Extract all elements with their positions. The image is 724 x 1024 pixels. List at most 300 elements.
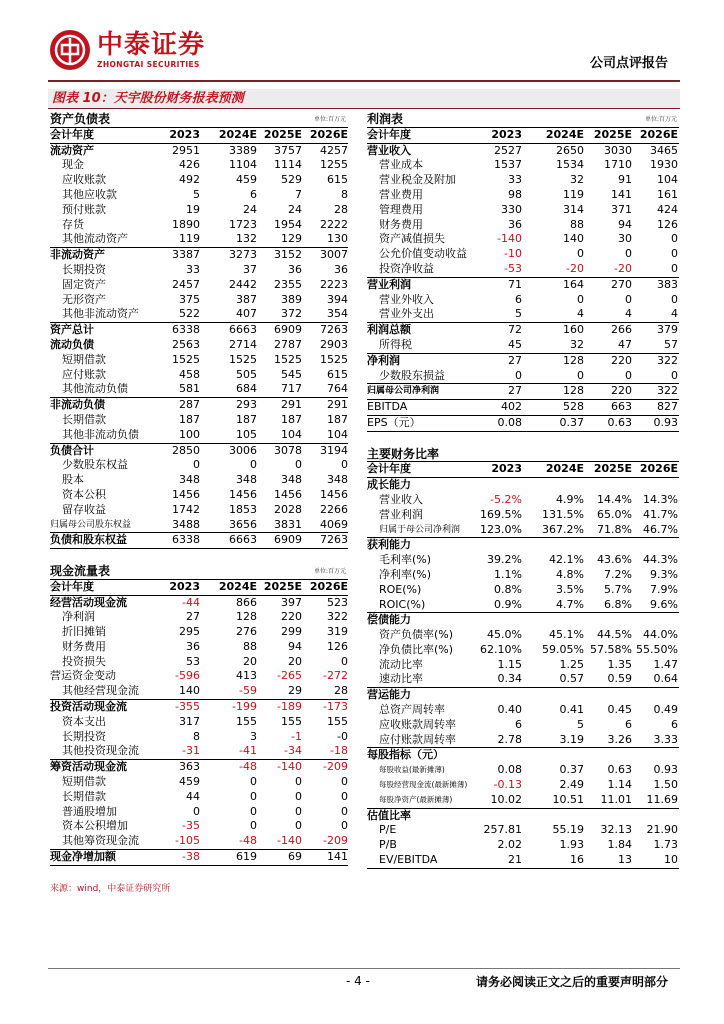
- balance_sheet-cell: 19: [186, 202, 200, 216]
- balance_sheet-row-label: 预付账款: [62, 202, 106, 216]
- income_statement-cell: 4: [671, 307, 678, 321]
- balance_sheet-cell: 1890: [172, 217, 200, 231]
- cash_flow-row-label: 经营活动现金流: [50, 595, 127, 609]
- balance_sheet-cell: 24: [288, 202, 302, 216]
- ratios-header-cell: 2024E: [545, 462, 584, 476]
- ratios-cell: 43.6%: [597, 553, 632, 567]
- balance_sheet-row: [50, 353, 348, 368]
- balance_sheet-row-label: 应付账款: [62, 367, 106, 381]
- income_statement-row-label: 营业费用: [379, 187, 423, 201]
- ratios-row: [367, 538, 679, 553]
- income_statement-cell: 88: [570, 217, 584, 231]
- cash_flow-row-label: 长期投资: [62, 729, 106, 743]
- income_statement-row-label: 所得税: [379, 337, 412, 351]
- cash_flow-cell: 0: [341, 804, 348, 818]
- income_statement-cell: 104: [657, 173, 678, 187]
- income_statement-cell: -140: [497, 232, 522, 246]
- income_statement-row: [367, 173, 679, 188]
- balance_sheet-cell: 2563: [172, 337, 200, 351]
- ratios-row-label: 速动比率: [379, 672, 423, 686]
- balance_sheet-row-label: 固定资产: [62, 277, 106, 291]
- cash_flow-cell: 155: [281, 714, 302, 728]
- left-panel: [50, 112, 348, 866]
- income_statement-row: [367, 262, 679, 278]
- cash_flow-row-label: 净利润: [62, 610, 95, 624]
- ratios-row-label: 每股经营现金流(最新摊薄): [379, 780, 468, 790]
- balance_sheet-cell: 3273: [229, 248, 257, 262]
- ratios-row: [367, 613, 679, 628]
- ratios-cell: 10.51: [552, 792, 584, 806]
- cash_flow-row: [50, 684, 348, 700]
- ratios-row: [367, 703, 679, 718]
- ratios-row: [367, 809, 679, 824]
- balance_sheet-row-label: 负债合计: [50, 443, 94, 457]
- page-number: - 4 -: [346, 974, 370, 988]
- balance_sheet-cell: 33: [186, 262, 200, 276]
- balance_sheet-row: [50, 533, 348, 549]
- balance_sheet-cell: 3006: [229, 443, 257, 457]
- balance_sheet-cell: 1456: [320, 487, 348, 501]
- balance_sheet-cell: 394: [327, 292, 348, 306]
- cash_flow-cell: 8: [193, 729, 200, 743]
- ratios-row-label: 每股净资产(最新摊薄): [379, 794, 453, 804]
- ratios-row: [367, 493, 679, 508]
- cash_flow-cell: 29: [288, 684, 302, 698]
- income_statement-cell: 3030: [604, 143, 632, 157]
- balance_sheet-row-label: 少数股东权益: [62, 458, 128, 472]
- income_statement-cell: 0.08: [497, 415, 522, 429]
- balance_sheet-cell: 291: [281, 398, 302, 412]
- cash_flow-cell: -272: [323, 669, 348, 683]
- ratios-row-label: 成长能力: [367, 478, 411, 492]
- balance_sheet-row-label: 非流动负债: [50, 398, 105, 412]
- cash_flow-header-cell: 2024E: [218, 579, 257, 593]
- ratios-cell: 45.0%: [487, 628, 522, 642]
- ratios-cell: 5.7%: [604, 582, 632, 596]
- income_statement-header-cell: 2024E: [545, 127, 584, 141]
- cash_flow-cell: 413: [236, 669, 257, 683]
- ratios-cell: 7.2%: [604, 567, 632, 581]
- balance_sheet-cell: 287: [179, 398, 200, 412]
- cash_flow-header-cell: 2026E: [309, 579, 348, 593]
- ratios-cell: 0.41: [559, 703, 584, 717]
- ratios-cell: 1.35: [607, 657, 632, 671]
- cash_flow-row-label: 财务费用: [62, 639, 106, 653]
- ratios-row-label: 流动比率: [379, 657, 423, 671]
- cash_flow-row: [50, 625, 348, 640]
- balance_sheet-cell: 1525: [229, 352, 257, 366]
- balance_sheet-header-cell: 2025E: [263, 127, 302, 141]
- income_statement-cell: 0: [671, 261, 678, 275]
- cash_flow-cell: 0: [341, 819, 348, 833]
- cash_flow-cell: -18: [330, 744, 348, 758]
- cash_flow-row: [50, 715, 348, 730]
- ratios-row: [367, 658, 679, 673]
- ratios-row: [367, 583, 679, 598]
- balance_sheet-cell: 2951: [172, 143, 200, 157]
- balance_sheet-row-label: 长期投资: [62, 262, 106, 276]
- balance_sheet-row-label: 其他流动资产: [62, 232, 128, 246]
- balance_sheet-cell: 2457: [172, 277, 200, 291]
- cash_flow-cell: -105: [175, 834, 200, 848]
- cash_flow-title: 现金流量表: [50, 563, 111, 578]
- cash_flow-cell: 128: [236, 610, 257, 624]
- ratios-row: [367, 733, 679, 749]
- ratios-cell: 5: [577, 717, 584, 731]
- ratios-row: [367, 553, 679, 568]
- cash_flow-row: [50, 655, 348, 670]
- balance_sheet-row-label: 非流动资产: [50, 248, 105, 262]
- ratios-row-label: 获利能力: [367, 538, 411, 552]
- income_statement-row: [367, 278, 679, 293]
- balance_sheet-cell: 372: [281, 307, 302, 321]
- balance_sheet-row: [50, 158, 348, 173]
- ratios-cell: 21.90: [646, 823, 678, 837]
- ratios-cell: 257.81: [483, 823, 522, 837]
- cash_flow-cell: 69: [288, 850, 302, 864]
- balance_sheet-cell: 459: [236, 173, 257, 187]
- balance_sheet-row-label: 应收账款: [62, 173, 106, 187]
- income_statement-cell: 2650: [556, 143, 584, 157]
- ratios-row: [367, 838, 679, 853]
- ratios-cell: 6: [515, 717, 522, 731]
- ratios-cell: 0.49: [653, 703, 678, 717]
- balance_sheet-row-label: 短期借款: [62, 352, 106, 366]
- ratios-cell: 3.33: [653, 732, 678, 746]
- ratios-cell: 55.50%: [636, 642, 678, 656]
- income_statement-row-label: 净利润: [367, 353, 400, 367]
- ratios-row-label: 应收账款周转率: [379, 717, 456, 731]
- ratios-cell: -5.2%: [490, 492, 522, 506]
- income_statement-row: [367, 293, 679, 308]
- cash_flow-cell: 317: [179, 714, 200, 728]
- cash_flow-cell: 0: [295, 804, 302, 818]
- balance_sheet-row: [50, 293, 348, 308]
- ratios-cell: 44.5%: [597, 628, 632, 642]
- balance_sheet-row-label: 其他非流动资产: [62, 307, 139, 321]
- cash_flow-cell: 140: [179, 684, 200, 698]
- cash_flow-row: [50, 700, 348, 715]
- income_statement-cell: 220: [611, 384, 632, 398]
- income_statement-row-label: 公允价值变动收益: [379, 247, 467, 261]
- footer-divider: [48, 968, 680, 969]
- cash_flow-row-label: 资本公积增加: [62, 819, 128, 833]
- balance_sheet-cell: 6338: [172, 533, 200, 547]
- company-logo-icon: [50, 30, 90, 70]
- ratios-cell: 41.7%: [643, 507, 678, 521]
- income_statement-cell: 402: [501, 400, 522, 414]
- spacer: [50, 549, 348, 564]
- figure-title-divider: [48, 108, 680, 109]
- cash_flow-cell: -31: [182, 744, 200, 758]
- cash_flow-cell: 3: [250, 729, 257, 743]
- balance_sheet-cell: 6338: [172, 323, 200, 337]
- balance_sheet-cell: 764: [327, 382, 348, 396]
- cash_flow-section-title: [50, 564, 348, 580]
- cash_flow-header-cell: 2025E: [263, 579, 302, 593]
- cash_flow-cell: 155: [327, 714, 348, 728]
- balance_sheet-cell: 3831: [274, 517, 302, 531]
- balance_sheet-cell: 7263: [320, 323, 348, 337]
- cash_flow-cell: -355: [175, 700, 200, 714]
- cash_flow-row-label: 投资活动现金流: [50, 700, 127, 714]
- balance_sheet-row: [50, 368, 348, 383]
- cash_flow-cell: -59: [239, 684, 257, 698]
- income_statement-cell: 5: [515, 307, 522, 321]
- ratios-cell: 44.3%: [643, 553, 678, 567]
- ratios-cell: 57.58%: [590, 642, 632, 656]
- balance_sheet-cell: 1723: [229, 217, 257, 231]
- balance_sheet-cell: 1255: [320, 158, 348, 172]
- income_statement-cell: 1534: [556, 158, 584, 172]
- balance_sheet-cell: 1456: [229, 487, 257, 501]
- ratios-cell: 44.0%: [643, 628, 678, 642]
- ratios-row-label: 毛利率(%): [379, 553, 432, 567]
- cash_flow-cell: -140: [277, 834, 302, 848]
- ratios-row-label: EV/EBITDA: [379, 853, 438, 867]
- balance_sheet-cell: 2714: [229, 337, 257, 351]
- income_statement-cell: 91: [618, 173, 632, 187]
- ratios-cell: 45.1%: [549, 628, 584, 642]
- income_statement-cell: 0: [625, 368, 632, 382]
- income_statement-cell: -20: [614, 261, 632, 275]
- ratios-row: [367, 718, 679, 733]
- balance_sheet-header-cell: 2026E: [309, 127, 348, 141]
- ratios-row: [367, 628, 679, 643]
- cash_flow-cell: 276: [236, 625, 257, 639]
- balance_sheet-row-label: 其他流动负债: [62, 382, 128, 396]
- ratios-cell: 0.08: [497, 763, 522, 777]
- income_statement-row-label: 财务费用: [379, 217, 423, 231]
- balance_sheet-row-label: 现金: [62, 158, 84, 172]
- balance_sheet-cell: 2442: [229, 277, 257, 291]
- ratios-cell: 11.69: [646, 792, 678, 806]
- income_statement-cell: 0: [577, 247, 584, 261]
- income_statement-cell: 1930: [650, 158, 678, 172]
- balance_sheet-row: [50, 428, 348, 444]
- income_statement-cell: 0: [671, 368, 678, 382]
- cash_flow-header-cell: 2023: [169, 579, 200, 593]
- balance_sheet-row-label: 留存收益: [62, 502, 106, 516]
- ratios-cell: 1.73: [653, 838, 678, 852]
- source-note: 来源：wind，中泰证券研究所: [50, 884, 171, 894]
- ratios-cell: 1.50: [653, 778, 678, 792]
- ratios-cell: 0.8%: [494, 582, 522, 596]
- footer-disclaimer: 请务必阅读正文之后的重要声明部分: [475, 975, 668, 989]
- balance_sheet-row-label: 长期借款: [62, 412, 106, 426]
- ratios-row: [367, 688, 679, 703]
- balance_sheet-row: [50, 444, 348, 459]
- cash_flow-cell: -265: [277, 669, 302, 683]
- ratios-cell: 39.2%: [487, 553, 522, 567]
- ratios-header-cell: 会计年度: [367, 462, 411, 476]
- cash_flow-unit: 单位:百万元: [313, 567, 346, 575]
- ratios-cell: 131.5%: [542, 507, 584, 521]
- cash_flow-cell: -44: [182, 595, 200, 609]
- cash_flow-row-label: 营运资金变动: [50, 669, 116, 683]
- cash_flow-cell: 36: [186, 639, 200, 653]
- income_statement-row: [367, 369, 679, 385]
- income_statement-cell: 330: [501, 202, 522, 216]
- ratios-cell: 1.93: [559, 838, 584, 852]
- balance_sheet-cell: 1456: [172, 487, 200, 501]
- income_statement-row-label: 利润总额: [367, 323, 411, 337]
- balance_sheet-row: [50, 488, 348, 503]
- cash_flow-row: [50, 596, 348, 611]
- income_statement-row: [367, 416, 679, 432]
- balance_sheet-cell: 8: [341, 187, 348, 201]
- cash_flow-row: [50, 805, 348, 820]
- cash_flow-cell: 141: [327, 850, 348, 864]
- income_statement-cell: 827: [657, 400, 678, 414]
- balance_sheet-cell: 187: [281, 412, 302, 426]
- cash_flow-cell: -209: [323, 834, 348, 848]
- income_statement-title: 利润表: [367, 112, 404, 126]
- balance_sheet-row-label: 其他非流动负债: [62, 427, 139, 441]
- cash_flow-cell: -596: [175, 669, 200, 683]
- ratios-cell: 71.8%: [597, 522, 632, 536]
- income_statement-cell: 1710: [604, 158, 632, 172]
- cash_flow-row-label: 折旧摊销: [62, 625, 106, 639]
- balance_sheet-cell: 105: [236, 427, 257, 441]
- ratios-cell: 13: [618, 853, 632, 867]
- balance_sheet-row-label: 归属母公司股东权益: [50, 519, 132, 530]
- ratios-cell: 21: [508, 853, 522, 867]
- balance_sheet-cell: 387: [236, 292, 257, 306]
- balance_sheet-cell: 0: [341, 458, 348, 472]
- balance_sheet-cell: 187: [179, 412, 200, 426]
- income_statement-cell: 371: [611, 202, 632, 216]
- balance_sheet-cell: 2850: [172, 443, 200, 457]
- income_statement-row: [367, 247, 679, 262]
- balance_sheet-header-cell: 会计年度: [50, 127, 94, 141]
- balance_sheet-cell: 24: [243, 202, 257, 216]
- ratios-cell: 11.01: [600, 792, 632, 806]
- balance_sheet-row: [50, 473, 348, 488]
- income_statement-cell: 164: [563, 277, 584, 291]
- cash_flow-cell: -35: [182, 819, 200, 833]
- balance_sheet-row: [50, 232, 348, 248]
- income_statement-cell: 45: [508, 337, 522, 351]
- report-type: 公司点评报告: [589, 56, 668, 71]
- ratios-cell: 2.02: [497, 838, 522, 852]
- balance_sheet-row: [50, 413, 348, 428]
- ratios-cell: 16: [570, 853, 584, 867]
- cash_flow-cell: 27: [186, 610, 200, 624]
- balance_sheet-cell: 717: [281, 382, 302, 396]
- income_statement-row-label: EBITDA: [367, 400, 408, 414]
- balance_sheet-cell: 28: [334, 202, 348, 216]
- income_statement-cell: 220: [611, 353, 632, 367]
- ratios-cell: 55.19: [552, 823, 584, 837]
- balance_sheet-row-label: 流动资产: [50, 143, 94, 157]
- cash_flow-cell: -41: [239, 744, 257, 758]
- income_statement-row: [367, 400, 679, 416]
- balance_sheet-cell: 3387: [172, 248, 200, 262]
- ratios-row-label: 净负债比率(%): [379, 642, 454, 656]
- balance_sheet-cell: 3078: [274, 443, 302, 457]
- cash_flow-cell: 0: [295, 819, 302, 833]
- ratios-row: [367, 598, 679, 614]
- ratios-section-title: [367, 447, 679, 463]
- cash_flow-row: [50, 834, 348, 850]
- income_statement-row: [367, 323, 679, 338]
- ratios-row-label: 每股收益(最新摊薄): [379, 765, 445, 775]
- ratios-row-label: 总资产周转率: [379, 703, 445, 717]
- balance_sheet-cell: 6909: [274, 533, 302, 547]
- ratios-row-label: 偿债能力: [367, 613, 411, 627]
- income_statement-header-cell: 会计年度: [367, 127, 411, 141]
- income_statement-cell: 71: [508, 277, 522, 291]
- balance_sheet-row: [50, 398, 348, 413]
- balance_sheet-cell: 1456: [274, 487, 302, 501]
- ratios-header-row: [367, 462, 679, 478]
- cash_flow-row: [50, 790, 348, 805]
- ratios-cell: 0.45: [607, 703, 632, 717]
- balance_sheet-cell: 187: [236, 412, 257, 426]
- income_statement-cell: 141: [611, 187, 632, 201]
- cash_flow-cell: 397: [281, 595, 302, 609]
- ratios-cell: 2.78: [497, 732, 522, 746]
- ratios-row-label: ROE(%): [379, 582, 422, 596]
- ratios-header-cell: 2023: [491, 462, 522, 476]
- cash_flow-cell: 619: [236, 850, 257, 864]
- income_statement-row: [367, 307, 679, 323]
- balance_sheet-cell: 6: [250, 187, 257, 201]
- balance_sheet-cell: 36: [334, 262, 348, 276]
- income_statement-cell: 0: [671, 247, 678, 261]
- ratios-header-cell: 2025E: [593, 462, 632, 476]
- balance_sheet-cell: 3656: [229, 517, 257, 531]
- balance_sheet-row: [50, 382, 348, 398]
- cash_flow-cell: 220: [281, 610, 302, 624]
- ratios-cell: 14.3%: [643, 492, 678, 506]
- cash_flow-cell: 299: [281, 625, 302, 639]
- cash_flow-cell: 0: [295, 789, 302, 803]
- cash_flow-row: [50, 640, 348, 655]
- ratios-row-label: 营运能力: [367, 688, 411, 702]
- balance_sheet-row: [50, 218, 348, 233]
- ratios-cell: 59.05%: [542, 642, 584, 656]
- balance_sheet-cell: 36: [288, 262, 302, 276]
- balance_sheet-cell: 2787: [274, 337, 302, 351]
- ratios-cell: 9.6%: [650, 597, 678, 611]
- income_statement-row-label: EPS（元）: [367, 415, 421, 429]
- balance_sheet-cell: 4257: [320, 143, 348, 157]
- balance_sheet-cell: 1525: [172, 352, 200, 366]
- ratios-row-label: P/E: [379, 823, 397, 837]
- income_statement-cell: -10: [504, 247, 522, 261]
- balance_sheet-title: 资产负债表: [50, 112, 111, 126]
- income_statement-cell: 98: [508, 187, 522, 201]
- balance_sheet-row-label: 股本: [62, 473, 84, 487]
- balance_sheet-row-label: 存货: [62, 217, 84, 231]
- ratios-row: [367, 823, 679, 838]
- balance_sheet-cell: 615: [327, 367, 348, 381]
- balance_sheet-row: [50, 518, 348, 534]
- balance_sheet-row: [50, 338, 348, 353]
- figure-title: 图表 10：天宇股份财务报表预测: [48, 89, 680, 108]
- balance_sheet-cell: 389: [281, 292, 302, 306]
- ratios-cell: 10: [664, 853, 678, 867]
- ratios-row: [367, 748, 679, 763]
- income_statement-section-title: [367, 112, 679, 128]
- balance_sheet-row: [50, 458, 348, 473]
- ratios-cell: 10.02: [490, 792, 522, 806]
- income_statement-row: [367, 203, 679, 218]
- balance_sheet-cell: 3152: [274, 248, 302, 262]
- cash_flow-cell: -209: [323, 760, 348, 774]
